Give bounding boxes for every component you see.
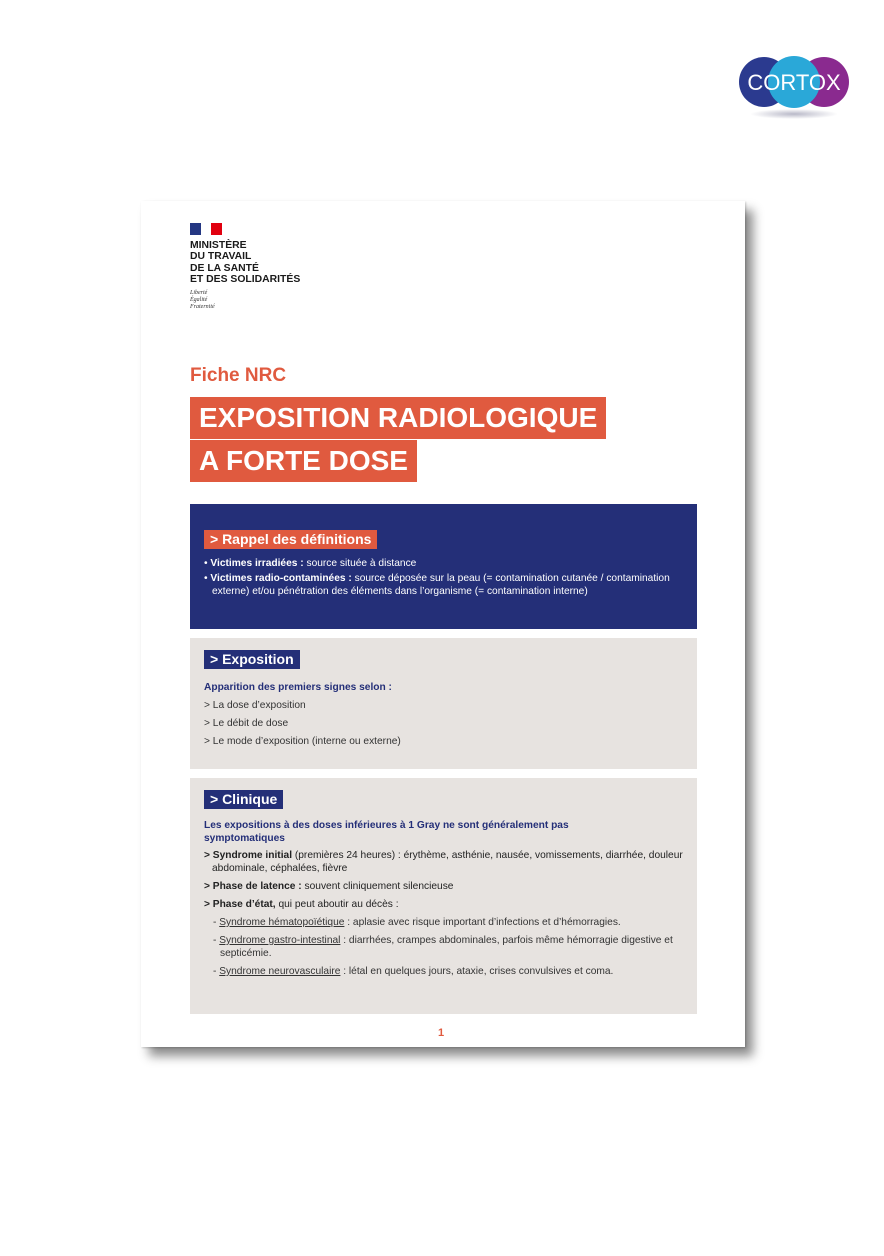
title-line-2: A FORTE DOSE (190, 440, 417, 482)
cortox-wordmark: CORTOX (747, 70, 841, 95)
list-item: > Le mode d’exposition (interne ou externe) (204, 736, 401, 747)
syndrome-gastro-intestinal: - Syndrome gastro-intestinal : diarrhées, crampes abdominales, parfois même hémorragie digestive et septicémie. (213, 935, 673, 959)
definitions-heading: > Rappel des définitions (204, 530, 377, 549)
syndrome-neurovasculaire: - Syndrome neurovasculaire : létal en quelques jours, ataxie, crises convulsives et coma. (213, 966, 614, 977)
phase-latence: > Phase de latence : souvent cliniquement silencieuse (204, 881, 454, 892)
clinique-section (190, 778, 697, 1014)
document-page (141, 201, 745, 1047)
clinique-heading: > Clinique (204, 790, 283, 809)
definition-contaminated: • Victimes radio-contaminées : source déposée sur la peau (= contamination cutanée / contamination externe) et/ou pénétration des éléments dans l’organisme (= contamination interne) (204, 573, 670, 597)
exposition-intro: Apparition des premiers signes selon : (204, 682, 392, 693)
syndrome-initial: > Syndrome initial (premières 24 heures) : érythème, asthénie, nausée, vomissements, diarrhée, douleur abdominale, céphalées, fièvre (204, 850, 683, 874)
phase-etat: > Phase d’état, qui peut aboutir au décès : (204, 899, 399, 910)
exposition-section (190, 638, 697, 769)
title-line-1: EXPOSITION RADIOLOGIQUE (190, 397, 606, 439)
document-kicker: Fiche NRC (190, 365, 287, 386)
ministry-motto: Liberté Égalité Fraternité (190, 290, 215, 310)
clinique-intro: Les expositions à des doses inférieures à 1 Gray ne sont généralement pas symptomatiques (204, 820, 569, 844)
definitions-section (190, 504, 697, 629)
definition-irradiated: • Victimes irradiées : source située à distance (204, 558, 417, 569)
list-item: > La dose d’exposition (204, 700, 306, 711)
ministry-name: MINISTÈRE DU TRAVAIL DE LA SANTÉ ET DES SOLIDARITÉS (190, 240, 301, 286)
cortox-logo (736, 54, 852, 120)
french-flag-icon (190, 223, 222, 235)
list-item: > Le débit de dose (204, 718, 289, 729)
syndrome-hematopoietique: - Syndrome hématopoïétique : aplasie avec risque important d’infections et d’hémorragies. (213, 917, 621, 928)
exposition-heading: > Exposition (204, 650, 300, 669)
page-number: 1 (438, 1027, 445, 1039)
